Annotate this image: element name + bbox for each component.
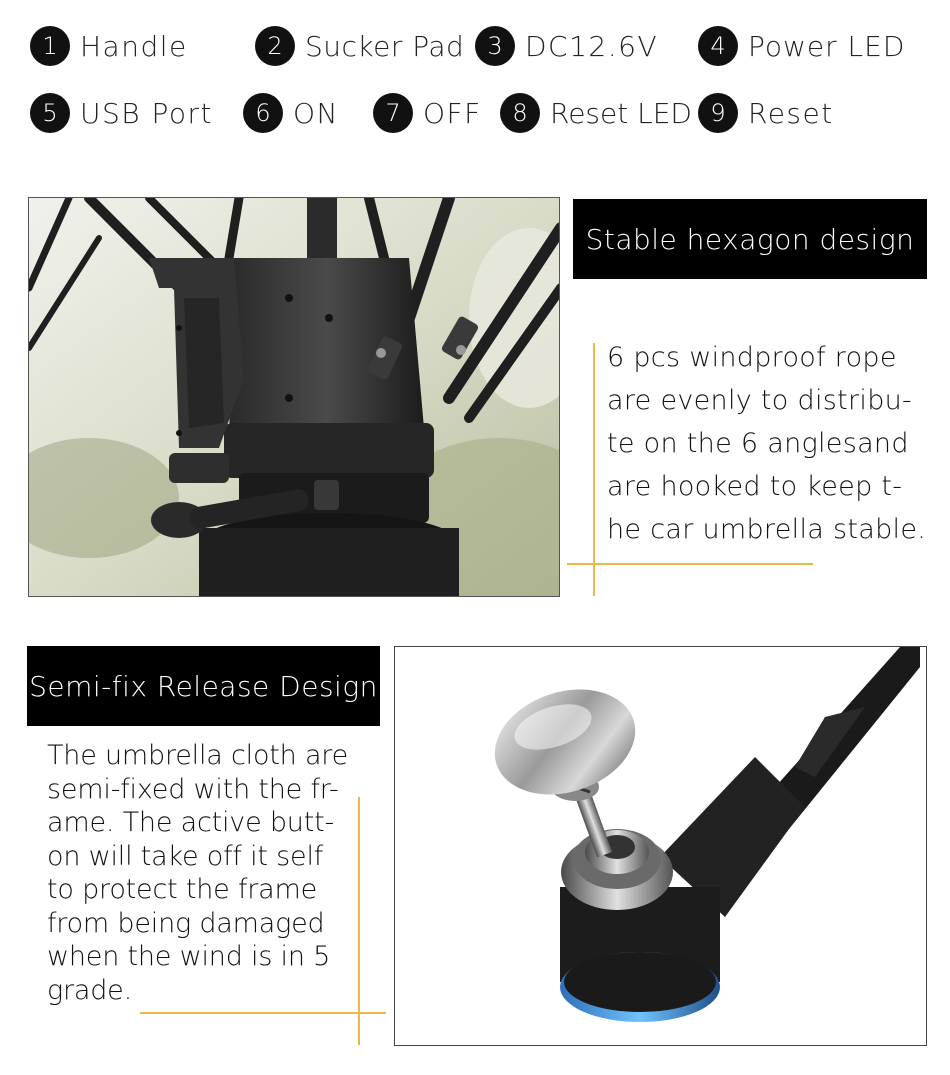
- legend-label: OFF: [423, 96, 482, 130]
- legend-number: 7: [373, 93, 413, 133]
- accent-line-horizontal: [567, 563, 813, 565]
- description-line: ame. The active butt-: [47, 807, 335, 838]
- legend-number: 8: [500, 93, 540, 133]
- description-line: to protect the frame: [47, 874, 318, 905]
- product-photo-joint: [394, 646, 927, 1046]
- description-line: grade.: [47, 974, 132, 1006]
- legend-number: 1: [30, 26, 70, 66]
- accent-line-vertical: [358, 797, 360, 1045]
- description-line: The umbrella cloth are: [47, 740, 349, 771]
- legend-item-8: [500, 93, 692, 133]
- legend-item-9: [698, 93, 834, 133]
- product-photo-base: [28, 197, 560, 597]
- legend-number: 6: [243, 93, 283, 133]
- legend-label: Sucker Pad: [305, 29, 465, 63]
- legend-number: 2: [255, 26, 295, 66]
- legend-number: 5: [30, 93, 70, 133]
- description-line: on will take off it self: [47, 840, 324, 872]
- legend-label: Power LED: [748, 29, 906, 63]
- legend-label: Handle: [80, 29, 188, 63]
- legend-label: DC12.6V: [525, 29, 659, 63]
- legend-label: Reset: [748, 96, 834, 130]
- section-title-stable-hexagon: Stable hexagon design: [573, 199, 927, 279]
- section-description-semi-fix-release: [47, 739, 348, 1007]
- description-line: are hooked to keep t-: [607, 471, 903, 502]
- legend-item-7: [373, 93, 482, 133]
- section-description-stable-hexagon: [607, 336, 926, 551]
- legend-number: 9: [698, 93, 738, 133]
- product-photo-joint-illustration: [395, 647, 927, 1046]
- legend-label: ON: [293, 96, 339, 130]
- legend-number: 4: [698, 26, 738, 66]
- legend-item-6: [243, 93, 339, 133]
- legend-item-5: [30, 93, 213, 133]
- description-line: when the wind is in 5: [47, 941, 331, 972]
- description-line: from being damaged: [47, 907, 325, 939]
- legend-number: 3: [475, 26, 515, 66]
- section-title-semi-fix-release: Semi-fix Release Design: [27, 646, 380, 726]
- description-line: he car umbrella stable.: [607, 514, 927, 545]
- legend-label: Reset LED: [550, 96, 692, 130]
- legend-label: USB Port: [80, 96, 214, 130]
- legend-item-4: [698, 26, 905, 66]
- product-photo-base-illustration: [29, 198, 560, 597]
- legend-item-3: [475, 26, 658, 66]
- description-line: semi-fixed with the fr-: [47, 773, 339, 805]
- description-line: 6 pcs windproof rope: [607, 342, 897, 373]
- legend-item-2: [255, 26, 464, 66]
- legend-item-1: [30, 26, 188, 66]
- accent-line-horizontal: [140, 1012, 386, 1014]
- accent-line-vertical: [593, 343, 595, 596]
- description-line: are evenly to distribu-: [607, 385, 913, 416]
- description-line: te on the 6 anglesand: [607, 428, 909, 459]
